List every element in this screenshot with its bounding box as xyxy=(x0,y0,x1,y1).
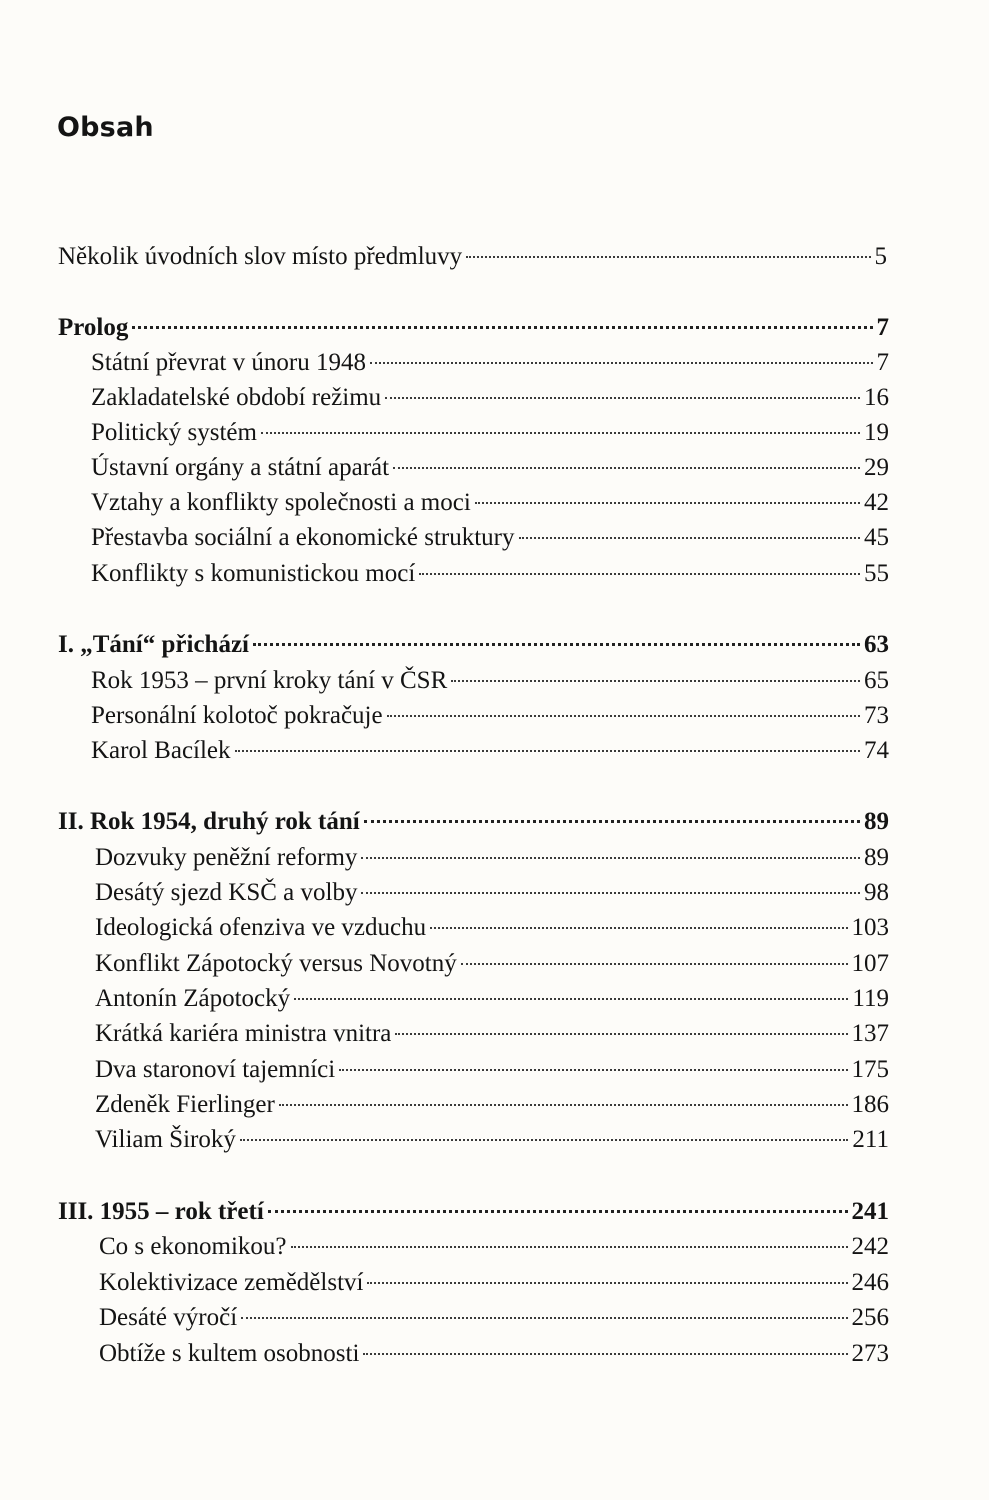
toc-page-number: 89 xyxy=(864,808,889,835)
toc-page-number: 29 xyxy=(864,454,889,481)
toc-entry-label: Přestavba sociální a ekonomické struktury xyxy=(91,524,515,551)
toc-page-number: 65 xyxy=(864,667,889,694)
page-title: Obsah xyxy=(57,112,154,143)
toc-page-number: 103 xyxy=(851,914,889,941)
toc-entry xyxy=(91,451,889,485)
dot-leader xyxy=(361,857,860,859)
toc-section xyxy=(58,311,889,345)
dot-leader xyxy=(370,362,873,364)
toc-entry-label: Vztahy a konflikty společnosti a moci xyxy=(91,489,471,516)
toc-entry xyxy=(91,486,889,520)
toc-entry xyxy=(91,734,889,768)
dot-leader xyxy=(241,1317,847,1319)
toc-entry-label: Co s ekonomikou? xyxy=(99,1233,287,1260)
toc-entry-label: I. „Tání“ přichází xyxy=(58,631,249,658)
toc-page-number: 137 xyxy=(851,1020,889,1047)
toc-page-number: 211 xyxy=(852,1126,889,1153)
dot-leader xyxy=(393,467,860,469)
dot-leader xyxy=(268,1210,848,1213)
toc-entry xyxy=(95,876,889,910)
dot-leader xyxy=(461,963,848,965)
toc-entry xyxy=(95,1017,889,1051)
toc-page-number: 63 xyxy=(864,631,889,658)
toc-entry xyxy=(91,381,889,415)
toc-entry-label: III. 1955 – rok třetí xyxy=(58,1198,264,1225)
toc-entry-label: Zdeněk Fierlinger xyxy=(95,1091,275,1118)
toc-entry-label: II. Rok 1954, druhý rok tání xyxy=(58,808,360,835)
toc-page-number: 42 xyxy=(864,489,889,516)
toc-entry xyxy=(91,664,889,698)
dot-leader xyxy=(261,432,860,434)
toc-entry-label: Dva staronoví tajemníci xyxy=(95,1056,336,1083)
dot-leader xyxy=(475,502,860,504)
toc-entry xyxy=(95,1053,889,1087)
toc-entry-label: Státní převrat v únoru 1948 xyxy=(91,349,366,376)
dot-leader xyxy=(279,1104,848,1106)
toc-page-number: 89 xyxy=(864,844,889,871)
toc-page-number: 74 xyxy=(864,737,889,764)
toc-page-number: 256 xyxy=(851,1304,889,1331)
toc-entry-label: Obtíže s kultem osobnosti xyxy=(99,1340,360,1367)
toc-section xyxy=(58,1195,889,1229)
toc-entry xyxy=(58,240,887,274)
toc-page-number: 7 xyxy=(876,314,889,341)
dot-leader xyxy=(240,1139,849,1141)
toc-entry-label: Karol Bacílek xyxy=(91,737,231,764)
dot-leader xyxy=(367,1282,847,1284)
toc-page-number: 55 xyxy=(864,560,889,587)
toc-entry-label: Konflikty s komunistickou mocí xyxy=(91,560,416,587)
toc-page-number: 241 xyxy=(851,1198,889,1225)
dot-leader xyxy=(363,1353,847,1355)
toc-page-number: 246 xyxy=(851,1269,889,1296)
dot-leader xyxy=(430,927,847,929)
toc-page-number: 7 xyxy=(876,349,889,376)
toc-entry-label: Rok 1953 – první kroky tání v ČSR xyxy=(91,667,448,694)
toc-page-number: 19 xyxy=(864,419,889,446)
toc-entry-label: Konflikt Zápotocký versus Novotný xyxy=(95,950,457,977)
dot-leader xyxy=(291,1246,848,1248)
toc-entry xyxy=(91,699,889,733)
dot-leader xyxy=(451,680,860,682)
dot-leader xyxy=(364,820,860,823)
toc-entry-label: Kolektivizace zemědělství xyxy=(99,1269,364,1296)
toc-entry xyxy=(95,947,889,981)
toc-entry xyxy=(95,841,889,875)
toc-entry xyxy=(91,521,889,555)
toc-entry-label: Ústavní orgány a státní aparát xyxy=(91,454,390,481)
dot-leader xyxy=(519,537,861,539)
toc-page-number: 73 xyxy=(864,702,889,729)
toc-page-number: 242 xyxy=(851,1233,889,1260)
toc-page-number: 5 xyxy=(874,243,887,270)
toc-page-number: 107 xyxy=(851,950,889,977)
toc-entry-label: Ideologická ofenziva ve vzduchu xyxy=(95,914,427,941)
dot-leader xyxy=(253,643,860,646)
toc-entry-label: Desáté výročí xyxy=(99,1304,238,1331)
toc-page-number: 45 xyxy=(864,524,889,551)
dot-leader xyxy=(395,1033,847,1035)
dot-leader xyxy=(339,1069,847,1071)
dot-leader xyxy=(361,892,860,894)
toc-entry xyxy=(95,911,889,945)
dot-leader xyxy=(419,573,860,575)
toc-section xyxy=(58,628,889,662)
toc-entry-label: Prolog xyxy=(58,314,129,341)
dot-leader xyxy=(235,750,860,752)
toc-entry-label: Politický systém xyxy=(91,419,257,446)
toc-page-number: 186 xyxy=(851,1091,889,1118)
toc-entry-label: Zakladatelské období režimu xyxy=(91,384,382,411)
dot-leader xyxy=(385,397,860,399)
toc-entry-label: Několik úvodních slov místo předmluvy xyxy=(58,243,463,270)
toc-entry xyxy=(99,1230,889,1264)
toc-entry-label: Krátká kariéra ministra vnitra xyxy=(95,1020,392,1047)
dot-leader xyxy=(387,715,860,717)
dot-leader xyxy=(132,326,872,329)
toc-page-number: 273 xyxy=(851,1340,889,1367)
toc-entry xyxy=(99,1266,889,1300)
toc-entry xyxy=(99,1337,889,1371)
toc-entry xyxy=(95,982,889,1016)
toc-page-number: 98 xyxy=(864,879,889,906)
toc-entry xyxy=(95,1088,889,1122)
toc-entry-label: Antonín Zápotocký xyxy=(95,985,291,1012)
toc-entry xyxy=(95,1123,889,1157)
toc-entry xyxy=(91,346,889,380)
toc-page-number: 16 xyxy=(864,384,889,411)
dot-leader xyxy=(294,998,848,1000)
toc-page-number: 175 xyxy=(851,1056,889,1083)
toc-section xyxy=(58,805,889,839)
toc-entry xyxy=(91,416,889,450)
toc-entry-label: Dozvuky peněžní reformy xyxy=(95,844,358,871)
toc-entry-label: Viliam Široký xyxy=(95,1126,236,1153)
dot-leader xyxy=(466,256,870,258)
toc-entry-label: Personální kolotoč pokračuje xyxy=(91,702,383,729)
toc-entry xyxy=(99,1301,889,1335)
toc-page-number: 119 xyxy=(852,985,889,1012)
toc-entry-label: Desátý sjezd KSČ a volby xyxy=(95,879,358,906)
toc-entry xyxy=(91,557,889,591)
